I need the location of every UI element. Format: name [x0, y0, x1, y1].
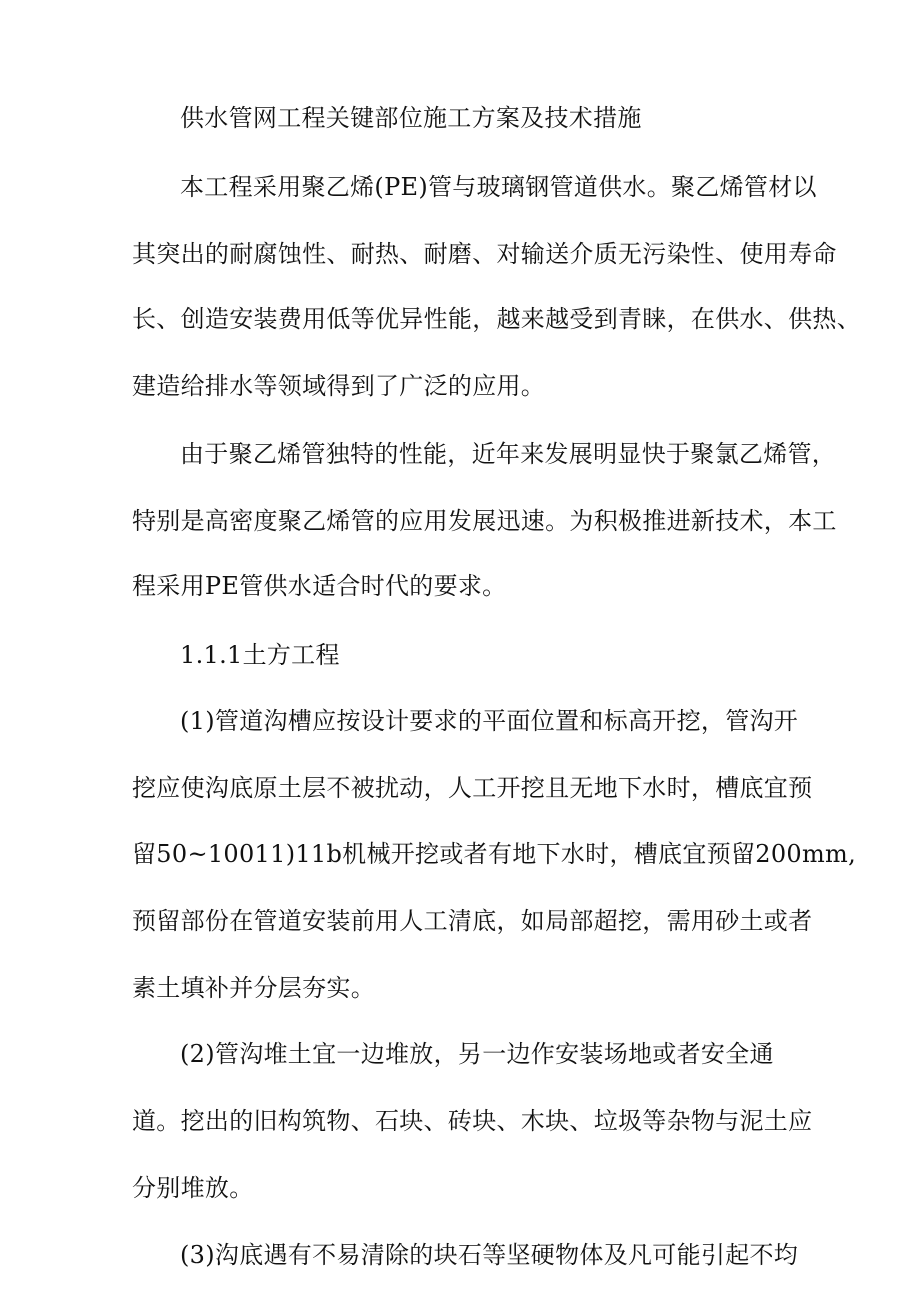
- item-1-line-4: 预留部份在管道安装前用人工清底，如局部超挖，需用砂土或者: [132, 907, 813, 935]
- item-2-line-3: 分别堆放。: [132, 1174, 254, 1202]
- item-3-line-1: (3)沟底遇有不易清除的块石等坚硬物体及凡可能引起不均: [180, 1241, 799, 1269]
- paragraph-intro-line-4: 建造给排水等领域得到了广泛的应用。: [132, 372, 546, 400]
- section-heading: 1.1.1土方工程: [180, 641, 340, 669]
- paragraph-intro-line-3: 长、创造安装费用低等优异性能，越来越受到青睐，在供水、供热、: [132, 305, 861, 333]
- item-1-line-5: 素土填补并分层夯实。: [132, 974, 375, 1002]
- item-2-line-1: (2)管沟堆土宜一边堆放，另一边作安装场地或者安全通: [180, 1040, 774, 1068]
- paragraph-development-line-3: 程采用PE管供水适合时代的要求。: [132, 572, 507, 600]
- paragraph-intro-line-1: 本工程采用聚乙烯(PE)管与玻璃钢管道供水。聚乙烯管材以: [180, 173, 817, 201]
- paragraph-development-line-1: 由于聚乙烯管独特的性能，近年来发展明显快于聚氯乙烯管，: [180, 440, 837, 468]
- document-title: 供水管网工程关键部位施工方案及技术措施: [180, 104, 642, 132]
- item-1-line-2: 挖应使沟底原土层不被扰动，人工开挖且无地下水时，槽底宜预: [132, 774, 813, 802]
- paragraph-intro-line-2: 其突出的耐腐蚀性、耐热、耐磨、对输送介质无污染性、使用寿命: [132, 240, 837, 268]
- paragraph-development-line-2: 特别是高密度聚乙烯管的应用发展迅速。为积极推进新技术，本工: [132, 507, 837, 535]
- item-2-line-2: 道。挖出的旧构筑物、石块、砖块、木块、垃圾等杂物与泥土应: [132, 1107, 813, 1135]
- item-1-line-3: 留50~10011)11b机械开挖或者有地下水时，槽底宜预留200mm,: [132, 840, 857, 868]
- item-1-line-1: (1)管道沟槽应按设计要求的平面位置和标高开挖，管沟开: [180, 707, 799, 735]
